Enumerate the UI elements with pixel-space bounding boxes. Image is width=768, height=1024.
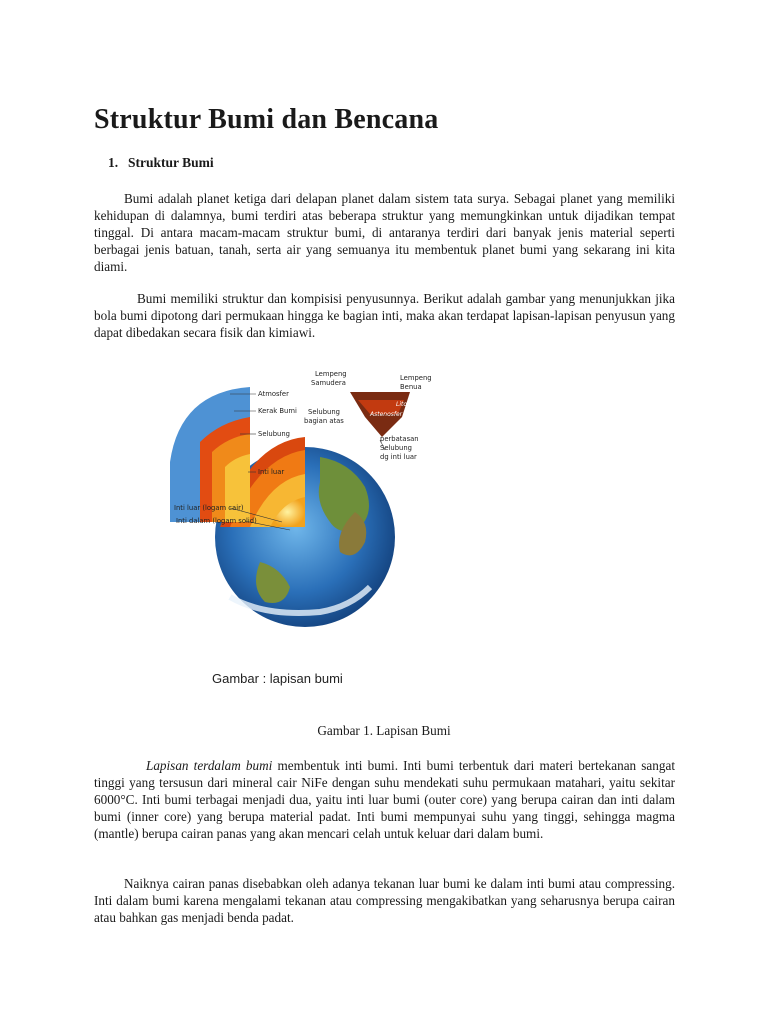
earth-layers-illustration xyxy=(170,362,455,682)
label-perbatasan-2: Selubung xyxy=(380,444,412,452)
section-heading xyxy=(108,155,214,171)
document-title: Struktur Bumi dan Bencana xyxy=(94,104,439,135)
label-lempeng-samudera-1: Lempeng xyxy=(315,370,347,378)
label-lempeng-benua-1: Lempeng xyxy=(400,374,432,382)
paragraph-core xyxy=(94,757,675,842)
label-astenosfer: Astenosfer xyxy=(370,411,403,418)
paragraph-structure: Bumi memiliki struktur dan kompisisi penyusunnya. Berikut adalah gambar yang menunjukkan jika bola bumi dipotong dari permukaan hingga ke bagian inti, maka akan terdapat lapisan-lapisan penyusun yang dapat dibedakan secara fisik dan kimiawi. xyxy=(94,291,675,340)
label-perbatasan-3: dg inti luar xyxy=(380,453,417,461)
section-number: 1. xyxy=(108,155,119,170)
paragraph-core-italic: Lapisan terdalam bumi xyxy=(146,758,273,773)
label-perbatasan-1: perbatasan xyxy=(380,435,419,443)
label-selubung: Selubung xyxy=(258,430,290,438)
paragraph-intro: Bumi adalah planet ketiga dari delapan planet dalam sistem tata surya. Sebagai planet yang memiliki kehidupan di dalamnya, bumi terdiri atas beberapa struktur yang memungkinkan untuk dijadikan tempat tinggal. Di antara macam-macam struktur bumi, di antaranya terdiri dari banyak jenis material seperti berbagai jenis batuan, tanah, serta air yang semuanya itu membentuk planet bumi yang sekarang ini kita diami. xyxy=(94,191,675,274)
section-title: Struktur Bumi xyxy=(128,155,214,170)
label-lempeng-benua-2: Benua xyxy=(400,383,422,391)
label-inti-dalam-solid: Inti dalam (logam solid) xyxy=(176,517,257,525)
label-inti-luar: Inti luar xyxy=(258,468,285,476)
label-atmosfer: Atmosfer xyxy=(258,390,289,398)
figure-caption: Gambar 1. Lapisan Bumi xyxy=(317,723,451,738)
label-selubung-atas-2: bagian atas xyxy=(304,417,344,425)
figure-inner-caption: Gambar : lapisan bumi xyxy=(212,671,343,686)
paragraph-compressing: Naiknya cairan panas disebabkan oleh adanya tekanan luar bumi ke dalam inti bumi atau compressing. Inti dalam bumi karena mengalami tekanan atau compressing mengakibatkan yang seharusnya berupa cairan atau bahkan gas menjadi benda padat. xyxy=(94,876,675,925)
paragraph-core-text: membentuk inti bumi. Inti bumi terbentuk dari materi bertekanan sangat tinggi yang tersusun dari mineral cair NiFe dengan suhu mendekati suhu permukaan matahari, yaitu sekitar 6000°C. Inti bumi terbagai menjadi dua, yaitu inti luar bumi (outer core) yang berupa cairan dan inti dalam bumi (inner core) yang berupa material padat. Inti bumi mempunyai suhu yang tinggi, sehingga magma (mantle) berupa cairan panas yang akan mencari celah untuk keluar dari dalam bumi. xyxy=(94,758,675,841)
label-kerak-bumi: Kerak Bumi xyxy=(258,407,297,415)
label-lempeng-samudera-2: Samudera xyxy=(311,379,346,387)
label-selubung-atas-1: Selubung xyxy=(308,408,340,416)
label-litosfer: Litosfer xyxy=(396,401,419,408)
earth-layers-figure xyxy=(170,362,455,682)
label-inti-luar-cair: Inti luar (logam cair) xyxy=(174,504,244,512)
